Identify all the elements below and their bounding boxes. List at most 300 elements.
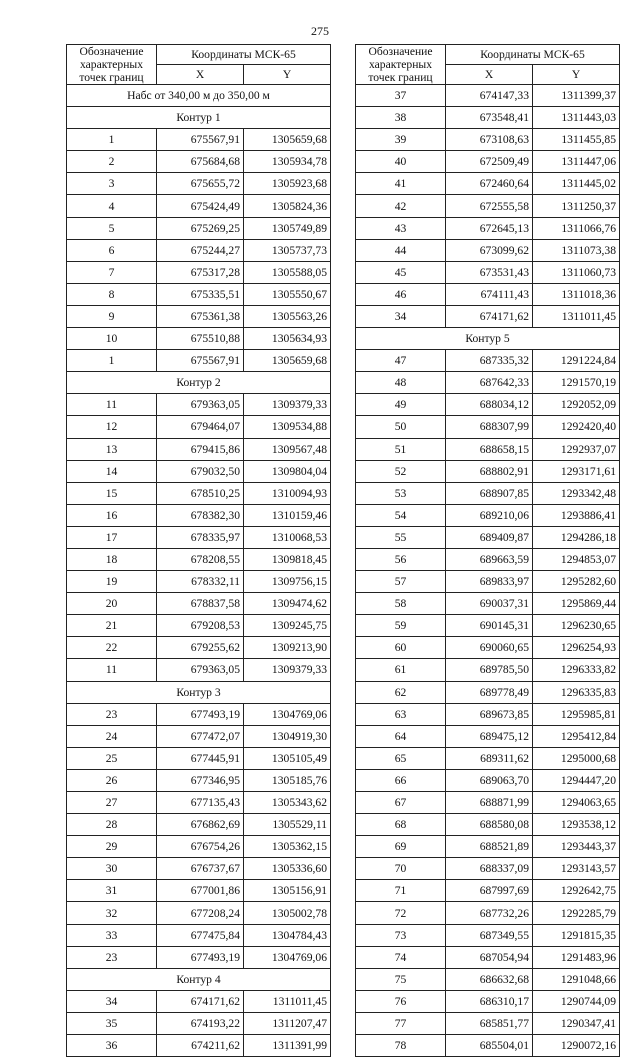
table-row [67, 593, 331, 615]
table-row [356, 261, 620, 283]
x-coordinate: 675567,91 [157, 350, 244, 372]
x-coordinate: 689663,59 [446, 548, 533, 570]
section-label: Контур 3 [67, 681, 331, 703]
y-coordinate: 1305002,78 [244, 902, 331, 924]
x-coordinate: 689063,70 [446, 769, 533, 791]
point-number: 47 [356, 350, 446, 372]
x-coordinate: 678335,97 [157, 526, 244, 548]
table-row [356, 416, 620, 438]
point-number: 60 [356, 637, 446, 659]
x-coordinate: 674111,43 [446, 283, 533, 305]
x-coordinate: 673099,62 [446, 239, 533, 261]
table-row [67, 438, 331, 460]
section-row [67, 107, 331, 129]
y-coordinate: 1311447,06 [533, 151, 620, 173]
x-coordinate: 687349,55 [446, 924, 533, 946]
x-coordinate: 672645,13 [446, 217, 533, 239]
y-coordinate: 1305934,78 [244, 151, 331, 173]
point-number: 16 [67, 504, 157, 526]
point-number: 18 [67, 548, 157, 570]
y-coordinate: 1292937,07 [533, 438, 620, 460]
point-number: 50 [356, 416, 446, 438]
table-row [356, 350, 620, 372]
table-row [356, 725, 620, 747]
table-row [356, 526, 620, 548]
y-coordinate: 1309245,75 [244, 615, 331, 637]
table-row [356, 438, 620, 460]
y-coordinate: 1311060,73 [533, 261, 620, 283]
y-coordinate: 1309474,62 [244, 593, 331, 615]
y-coordinate: 1296335,83 [533, 681, 620, 703]
table-row [356, 239, 620, 261]
point-number: 1 [67, 129, 157, 151]
table-row [67, 924, 331, 946]
y-coordinate: 1293443,37 [533, 836, 620, 858]
point-number: 53 [356, 482, 446, 504]
y-coordinate: 1291224,84 [533, 350, 620, 372]
point-number: 78 [356, 1035, 446, 1057]
table-row [67, 217, 331, 239]
table-row [356, 504, 620, 526]
point-number: 77 [356, 1012, 446, 1034]
x-coordinate: 676737,67 [157, 858, 244, 880]
point-number: 21 [67, 615, 157, 637]
table-row [356, 747, 620, 769]
table-row [356, 902, 620, 924]
point-number: 46 [356, 283, 446, 305]
x-coordinate: 690037,31 [446, 593, 533, 615]
y-coordinate: 1310094,93 [244, 482, 331, 504]
y-coordinate: 1305343,62 [244, 792, 331, 814]
point-number: 31 [67, 880, 157, 902]
x-coordinate: 690145,31 [446, 615, 533, 637]
point-number: 34 [67, 990, 157, 1012]
x-coordinate: 675335,51 [157, 283, 244, 305]
table-row [67, 129, 331, 151]
table-row [67, 173, 331, 195]
y-coordinate: 1310159,46 [244, 504, 331, 526]
y-coordinate: 1309379,33 [244, 659, 331, 681]
point-number: 49 [356, 394, 446, 416]
x-coordinate: 688907,85 [446, 482, 533, 504]
point-number: 71 [356, 880, 446, 902]
table-row [67, 416, 331, 438]
y-coordinate: 1311018,36 [533, 283, 620, 305]
point-number: 58 [356, 593, 446, 615]
x-coordinate: 675361,38 [157, 305, 244, 327]
x-coordinate: 674211,62 [157, 1035, 244, 1057]
table-row [67, 305, 331, 327]
y-coordinate: 1294063,65 [533, 792, 620, 814]
table-row [356, 217, 620, 239]
y-coordinate: 1292642,75 [533, 880, 620, 902]
y-coordinate: 1305362,15 [244, 836, 331, 858]
x-coordinate: 688307,99 [446, 416, 533, 438]
table-row [356, 968, 620, 990]
point-number: 75 [356, 968, 446, 990]
y-coordinate: 1295000,68 [533, 747, 620, 769]
point-number: 76 [356, 990, 446, 1012]
y-coordinate: 1311207,47 [244, 1012, 331, 1034]
point-designation-header: Обозначение характерных точек границ [356, 45, 446, 85]
table-row [67, 261, 331, 283]
x-coordinate: 674193,22 [157, 1012, 244, 1034]
y-coordinate: 1311399,37 [533, 85, 620, 107]
table-row [67, 460, 331, 482]
table-row [356, 482, 620, 504]
table-row [67, 239, 331, 261]
point-number: 36 [67, 1035, 157, 1057]
point-number: 7 [67, 261, 157, 283]
coordinates-header: Координаты МСК-65 [446, 45, 620, 65]
table-row [356, 107, 620, 129]
x-coordinate: 689673,85 [446, 703, 533, 725]
y-coordinate: 1295985,81 [533, 703, 620, 725]
table-row [67, 328, 331, 350]
section-label: Нaбс от 340,00 м до 350,00 м [67, 85, 331, 107]
point-number: 2 [67, 151, 157, 173]
x-coordinate: 674171,62 [157, 990, 244, 1012]
y-coordinate: 1309804,04 [244, 460, 331, 482]
x-coordinate: 675424,49 [157, 195, 244, 217]
x-coordinate: 688521,89 [446, 836, 533, 858]
x-coordinate: 679363,05 [157, 659, 244, 681]
y-coordinate: 1293342,48 [533, 482, 620, 504]
x-coordinate: 687997,69 [446, 880, 533, 902]
y-coordinate: 1311011,45 [533, 305, 620, 327]
point-number: 38 [356, 107, 446, 129]
y-coordinate: 1311066,76 [533, 217, 620, 239]
x-coordinate: 678837,58 [157, 593, 244, 615]
y-coordinate: 1294853,07 [533, 548, 620, 570]
table-row [356, 394, 620, 416]
y-coordinate: 1305529,11 [244, 814, 331, 836]
y-coordinate: 1310068,53 [244, 526, 331, 548]
table-row [356, 460, 620, 482]
table-row [356, 151, 620, 173]
section-row [67, 372, 331, 394]
point-number: 4 [67, 195, 157, 217]
x-coordinate: 677493,19 [157, 946, 244, 968]
table-row [67, 902, 331, 924]
point-number: 64 [356, 725, 446, 747]
y-column-header: Y [533, 65, 620, 85]
table-row [67, 1035, 331, 1057]
table-row [67, 526, 331, 548]
y-coordinate: 1290744,09 [533, 990, 620, 1012]
x-coordinate: 676754,26 [157, 836, 244, 858]
y-coordinate: 1311445,02 [533, 173, 620, 195]
table-row [356, 681, 620, 703]
y-coordinate: 1296254,93 [533, 637, 620, 659]
table-row [67, 504, 331, 526]
x-coordinate: 673108,63 [446, 129, 533, 151]
x-coordinate: 687054,94 [446, 946, 533, 968]
point-number: 9 [67, 305, 157, 327]
table-row [356, 1035, 620, 1057]
table-row [356, 836, 620, 858]
table-row [356, 548, 620, 570]
table-row [67, 792, 331, 814]
table-row [356, 85, 620, 107]
x-coordinate: 688337,09 [446, 858, 533, 880]
x-coordinate: 687642,33 [446, 372, 533, 394]
y-coordinate: 1295412,84 [533, 725, 620, 747]
table-row [356, 814, 620, 836]
table-row [356, 173, 620, 195]
x-coordinate: 677001,86 [157, 880, 244, 902]
y-coordinate: 1305336,60 [244, 858, 331, 880]
y-coordinate: 1296230,65 [533, 615, 620, 637]
point-number: 23 [67, 703, 157, 725]
y-coordinate: 1311011,45 [244, 990, 331, 1012]
table-row [67, 769, 331, 791]
x-coordinate: 679363,05 [157, 394, 244, 416]
y-coordinate: 1309756,15 [244, 571, 331, 593]
table-row [356, 615, 620, 637]
point-number: 27 [67, 792, 157, 814]
point-number: 26 [67, 769, 157, 791]
point-number: 62 [356, 681, 446, 703]
point-number: 19 [67, 571, 157, 593]
x-coordinate: 677475,84 [157, 924, 244, 946]
x-column-header: X [446, 65, 533, 85]
y-coordinate: 1304919,30 [244, 725, 331, 747]
point-number: 66 [356, 769, 446, 791]
x-coordinate: 678510,25 [157, 482, 244, 504]
x-coordinate: 675269,25 [157, 217, 244, 239]
point-number: 74 [356, 946, 446, 968]
table-row [67, 615, 331, 637]
point-number: 45 [356, 261, 446, 283]
y-coordinate: 1305550,67 [244, 283, 331, 305]
point-number: 59 [356, 615, 446, 637]
x-coordinate: 689409,87 [446, 526, 533, 548]
point-number: 67 [356, 792, 446, 814]
table-row [356, 571, 620, 593]
y-coordinate: 1311250,37 [533, 195, 620, 217]
table-row [67, 814, 331, 836]
point-number: 3 [67, 173, 157, 195]
table-row [356, 129, 620, 151]
x-coordinate: 675655,72 [157, 173, 244, 195]
table-row [67, 659, 331, 681]
table-row [67, 571, 331, 593]
point-number: 33 [67, 924, 157, 946]
point-number: 14 [67, 460, 157, 482]
table-row [356, 990, 620, 1012]
point-number: 54 [356, 504, 446, 526]
y-coordinate: 1292420,40 [533, 416, 620, 438]
x-coordinate: 677472,07 [157, 725, 244, 747]
table-row [356, 593, 620, 615]
point-number: 32 [67, 902, 157, 924]
x-coordinate: 678382,30 [157, 504, 244, 526]
section-label: Контур 4 [67, 968, 331, 990]
point-number: 1 [67, 350, 157, 372]
table-row [67, 195, 331, 217]
table-row [356, 637, 620, 659]
y-coordinate: 1290072,16 [533, 1035, 620, 1057]
x-coordinate: 689311,62 [446, 747, 533, 769]
y-coordinate: 1305105,49 [244, 747, 331, 769]
y-coordinate: 1305659,68 [244, 350, 331, 372]
table-row [67, 548, 331, 570]
point-number: 69 [356, 836, 446, 858]
x-coordinate: 685851,77 [446, 1012, 533, 1034]
x-coordinate: 675510,88 [157, 328, 244, 350]
y-coordinate: 1305749,89 [244, 217, 331, 239]
table-row [67, 482, 331, 504]
y-coordinate: 1304769,06 [244, 946, 331, 968]
x-coordinate: 679464,07 [157, 416, 244, 438]
y-coordinate: 1305737,73 [244, 239, 331, 261]
point-number: 63 [356, 703, 446, 725]
x-coordinate: 689785,50 [446, 659, 533, 681]
table-row [67, 1012, 331, 1034]
point-number: 55 [356, 526, 446, 548]
point-number: 12 [67, 416, 157, 438]
x-coordinate: 676862,69 [157, 814, 244, 836]
table-body-right [356, 85, 620, 1057]
x-coordinate: 687732,26 [446, 902, 533, 924]
point-number: 20 [67, 593, 157, 615]
x-coordinate: 689833,97 [446, 571, 533, 593]
coordinates-table-left [66, 44, 331, 1057]
point-number: 22 [67, 637, 157, 659]
y-coordinate: 1291815,35 [533, 924, 620, 946]
y-coordinate: 1291048,66 [533, 968, 620, 990]
x-coordinate: 672555,58 [446, 195, 533, 217]
section-row [67, 968, 331, 990]
point-number: 43 [356, 217, 446, 239]
table-row [356, 858, 620, 880]
point-number: 8 [67, 283, 157, 305]
y-coordinate: 1309567,48 [244, 438, 331, 460]
x-column-header: X [157, 65, 244, 85]
x-coordinate: 686310,17 [446, 990, 533, 1012]
table-row [67, 990, 331, 1012]
y-coordinate: 1294447,20 [533, 769, 620, 791]
y-coordinate: 1304784,43 [244, 924, 331, 946]
section-label: Контур 2 [67, 372, 331, 394]
x-coordinate: 673548,41 [446, 107, 533, 129]
point-number: 61 [356, 659, 446, 681]
point-number: 37 [356, 85, 446, 107]
x-coordinate: 685504,01 [446, 1035, 533, 1057]
y-coordinate: 1295869,44 [533, 593, 620, 615]
point-number: 34 [356, 305, 446, 327]
y-coordinate: 1305634,93 [244, 328, 331, 350]
x-coordinate: 675567,91 [157, 129, 244, 151]
table-row [356, 305, 620, 327]
point-number: 23 [67, 946, 157, 968]
y-coordinate: 1305659,68 [244, 129, 331, 151]
point-number: 52 [356, 460, 446, 482]
x-coordinate: 688580,08 [446, 814, 533, 836]
point-number: 5 [67, 217, 157, 239]
point-number: 41 [356, 173, 446, 195]
point-number: 65 [356, 747, 446, 769]
y-coordinate: 1309534,88 [244, 416, 331, 438]
x-coordinate: 677346,95 [157, 769, 244, 791]
point-number: 39 [356, 129, 446, 151]
point-number: 44 [356, 239, 446, 261]
x-coordinate: 678332,11 [157, 571, 244, 593]
x-coordinate: 689778,49 [446, 681, 533, 703]
table-row [67, 946, 331, 968]
point-number: 40 [356, 151, 446, 173]
point-number: 29 [67, 836, 157, 858]
y-coordinate: 1305588,05 [244, 261, 331, 283]
x-coordinate: 679415,86 [157, 438, 244, 460]
x-coordinate: 678208,55 [157, 548, 244, 570]
section-row [356, 328, 620, 350]
table-row [67, 350, 331, 372]
point-number: 42 [356, 195, 446, 217]
y-coordinate: 1311391,99 [244, 1035, 331, 1057]
point-number: 56 [356, 548, 446, 570]
point-number: 70 [356, 858, 446, 880]
y-coordinate: 1291570,19 [533, 372, 620, 394]
point-number: 35 [67, 1012, 157, 1034]
point-number: 28 [67, 814, 157, 836]
table-row [356, 880, 620, 902]
point-number: 11 [67, 394, 157, 416]
table-row [67, 858, 331, 880]
y-coordinate: 1292052,09 [533, 394, 620, 416]
coordinates-header: Координаты МСК-65 [157, 45, 331, 65]
table-row [356, 703, 620, 725]
table-row [67, 880, 331, 902]
x-coordinate: 689210,06 [446, 504, 533, 526]
point-number: 51 [356, 438, 446, 460]
y-coordinate: 1293886,41 [533, 504, 620, 526]
table-row [356, 195, 620, 217]
table-row [67, 637, 331, 659]
x-coordinate: 688802,91 [446, 460, 533, 482]
x-coordinate: 672460,64 [446, 173, 533, 195]
table-row [67, 703, 331, 725]
x-coordinate: 688658,15 [446, 438, 533, 460]
x-coordinate: 688871,99 [446, 792, 533, 814]
x-coordinate: 672509,49 [446, 151, 533, 173]
y-column-header: Y [244, 65, 331, 85]
x-coordinate: 677445,91 [157, 747, 244, 769]
x-coordinate: 690060,65 [446, 637, 533, 659]
table-row [67, 283, 331, 305]
point-number: 68 [356, 814, 446, 836]
coordinates-table-right [355, 44, 620, 1057]
x-coordinate: 673531,43 [446, 261, 533, 283]
table-row [67, 151, 331, 173]
y-coordinate: 1292285,79 [533, 902, 620, 924]
table-row [67, 394, 331, 416]
x-coordinate: 677135,43 [157, 792, 244, 814]
y-coordinate: 1309213,90 [244, 637, 331, 659]
x-coordinate: 677208,24 [157, 902, 244, 924]
y-coordinate: 1305563,26 [244, 305, 331, 327]
x-coordinate: 688034,12 [446, 394, 533, 416]
table-body-left [67, 85, 331, 1057]
point-number: 24 [67, 725, 157, 747]
section-row [67, 681, 331, 703]
section-label: Контур 5 [356, 328, 620, 350]
y-coordinate: 1309379,33 [244, 394, 331, 416]
table-row [67, 725, 331, 747]
point-number: 72 [356, 902, 446, 924]
point-number: 10 [67, 328, 157, 350]
